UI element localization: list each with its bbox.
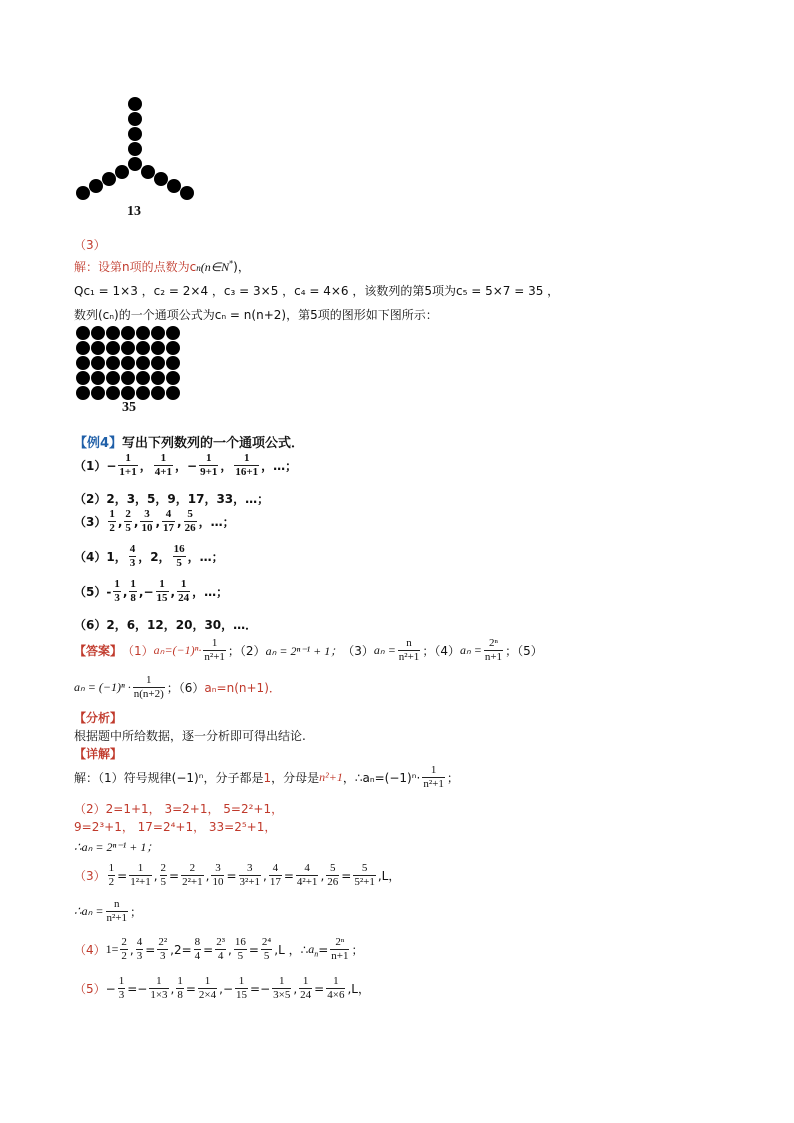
dot [106, 386, 120, 400]
dot [121, 386, 135, 400]
q4-frac: $\frac{4}{3}$ [129, 543, 136, 569]
dot [91, 326, 105, 340]
dot [128, 127, 142, 141]
figure-13-caption: 13 [127, 204, 141, 219]
dot [167, 179, 181, 193]
figure-35-caption: 35 [122, 400, 136, 415]
dot [91, 356, 105, 370]
q5-frac: $\frac{1}{3}$ [114, 578, 120, 604]
q1-label: （1） [74, 459, 107, 473]
dot [136, 386, 150, 400]
q3-frac: $\frac{5}{26}$ [184, 508, 196, 534]
dot [91, 341, 105, 355]
question-2: （2）2，3，5，9，17，33，…； [74, 492, 270, 506]
dot [166, 341, 180, 355]
answer-3-label: （3） [342, 644, 374, 658]
answer-1-label: （1） [122, 644, 154, 658]
dot [141, 165, 155, 179]
answer-6-expr: aₙ=n(n+1)． [204, 681, 281, 695]
detail-line-5: （3） $\frac{1}{2}$ = $\frac{1}{\text{1²+1}}$ , $\frac{2}{5}$ = $\frac{2}{\text{2²+1}}$ , $\frac{3}{10}$ = $\frac{3}{\text{3²+1}}$ , $\frac{4}{17}$ = $\frac{4}{\text{4²+1}}$ , $\frac{5}{26}$ = $\frac{5}{\text{5²+1}}$ ,L ， [74, 862, 401, 888]
dot [128, 142, 142, 156]
detail-1-d: n²+1 [319, 770, 343, 784]
dot [76, 386, 90, 400]
q4-label: （4）1， [74, 550, 127, 564]
answer-line-2 [74, 674, 281, 701]
detail-7-tail: ； [351, 943, 364, 957]
detail-1-c: ，分母是 [271, 771, 320, 785]
dot [180, 186, 194, 200]
q1-tail: ，…； [261, 459, 298, 473]
dot [89, 179, 103, 193]
detail-5-tail: ， [388, 869, 401, 883]
dot [76, 371, 90, 385]
dot [151, 326, 165, 340]
q5-label: （5） [74, 585, 107, 599]
question-6: （6）2，6，12，20，30，…． [74, 618, 258, 632]
question-4 [74, 543, 224, 570]
q1-frac-4: $\frac{1}{16+1}$ [235, 452, 259, 478]
dot [121, 326, 135, 340]
dot [106, 371, 120, 385]
dot [151, 371, 165, 385]
detail-1-b: 1 [263, 770, 272, 785]
dot [136, 371, 150, 385]
analysis-text: 根据题中所给数据，逐一分析即可得出结论. [74, 729, 306, 743]
detail-line-7: （4） 1= $\frac{2}{2}$ , $\frac{4}{3}$ = $\frac{\text{2²}}{3}$ ,2= $\frac{8}{4}$ = $\frac{\text{2³}}{4}$ , $\frac{16}{5}$ = $\frac{\text{2⁴}}{5}$ ,L ，∴ $a_n$ = $\frac{\text{2ⁿ}}{n+1}$ ； [74, 936, 364, 962]
q5-frac: $\frac{1}{15}$ [156, 578, 168, 604]
q3-frac: $\frac{2}{5}$ [125, 508, 131, 534]
detail-6-frac: $\frac{n}{\text{n²+1}}$ [106, 898, 128, 924]
detail-line-3: 9=2³+1， 17=2⁴+1， 33=2⁵+1， [74, 820, 277, 834]
q1-frac-3: $\frac{1}{9+1}$ [200, 452, 218, 478]
dot [166, 371, 180, 385]
answer-4-label: ；（4） [422, 644, 460, 658]
detail-line-2: （2）2=1+1， 3=2+1， 5=2²+1， [74, 802, 284, 816]
analysis-tag: 【分析】 [74, 711, 123, 725]
q3-frac: $\frac{1}{2}$ [109, 508, 115, 534]
answer-5-expr: aₙ = (−1)ⁿ · [74, 680, 131, 694]
answer-3-expr: aₙ = [373, 643, 396, 657]
dot [76, 326, 90, 340]
answer-6-label: ；（6） [166, 681, 205, 695]
dot [166, 356, 180, 370]
example4-title: 写出下列数列的一个通项公式． [122, 436, 305, 451]
part3-label: （3） [74, 238, 106, 252]
dot [106, 356, 120, 370]
dot [121, 371, 135, 385]
detail-1-f: ； [446, 771, 459, 785]
part3-line2: Qc₁ = 1×3 ，c₂ = 2×4 ，c₃ = 3×5 ，c₄ = 4×6 ，该数列的第5项为c₅ = 5×7 = 35 ， [74, 284, 560, 298]
dot [121, 341, 135, 355]
detail-1-a: 解：（1）符号规律(−1)ⁿ，分子都是 [74, 771, 264, 785]
example4-heading [74, 432, 304, 451]
detail-5-label: （3） [74, 869, 106, 883]
dot [154, 172, 168, 186]
answer-2-label: ；（2） [227, 644, 266, 658]
detail-8-tail: ， [357, 982, 370, 996]
answer-1-frac: $\frac{1}{\text{n²+1}}$ [204, 637, 225, 663]
example4-tag: 【例4】 [74, 436, 123, 451]
detail-1-e: ，∴aₙ=(−1)ⁿ· [342, 771, 421, 785]
question-1: （1） − $\frac{1}{1+1}$ ， $\frac{1}{4+1}$ ，− $\frac{1}{9+1}$ ， $\frac{1}{16+1}$ ，…； [74, 452, 298, 478]
dot [121, 356, 135, 370]
dot [106, 326, 120, 340]
part3-line1-end: )， [233, 260, 250, 274]
q4-frac: $\frac{16}{5}$ [173, 543, 185, 569]
detail-line-1 [74, 764, 459, 791]
q5-tail: ，…； [192, 585, 229, 599]
detail-tag: 【详解】 [74, 747, 123, 761]
answer-3-frac: $\frac{n}{\text{n²+1}}$ [398, 637, 420, 663]
answer-5-frac: $\frac{1}{n(n+2)}$ [133, 674, 164, 700]
question-5: （5） - $\frac{1}{3}$ , $\frac{1}{8}$ ,− $\frac{1}{15}$ , $\frac{1}{24}$ ，…； [74, 578, 229, 604]
q3-label: （3） [74, 515, 107, 529]
detail-line-8: （5） − $\frac{1}{3}$ =− $\frac{1}{1\times 3}$ , $\frac{1}{8}$ = $\frac{1}{2\times 4}$ ,− $\frac{1}{15}$ =− $\frac{1}{3\times 5}$ , $\frac{1}{24}$ = $\frac{1}{4\times 6}$ ,L ， [74, 975, 370, 1001]
q3-frac: $\frac{3}{10}$ [141, 508, 153, 534]
dot [136, 326, 150, 340]
dot [151, 341, 165, 355]
answer-1-expr: aₙ=(−1)ⁿ· [153, 643, 202, 657]
answer-4-frac: $\frac{\text{2ⁿ}}{n+1}$ [484, 637, 503, 663]
dot [76, 186, 90, 200]
q5-frac: $\frac{1}{24}$ [178, 578, 190, 604]
dot [115, 165, 129, 179]
dot [166, 326, 180, 340]
detail-6-tail: ； [130, 905, 143, 919]
q5-frac: $\frac{1}{8}$ [130, 578, 136, 604]
dot [102, 172, 116, 186]
dot [91, 371, 105, 385]
part3-line3: 数列(cₙ)的一个通项公式为cₙ = n(n+2)，第5项的图形如下图所示： [74, 308, 438, 322]
dot [136, 356, 150, 370]
q1-frac-2: $\frac{1}{4+1}$ [154, 452, 172, 478]
dot [76, 341, 90, 355]
dot [128, 157, 142, 171]
q4-tail: ，…； [187, 550, 224, 564]
dot [91, 386, 105, 400]
detail-1-frac: $\frac{1}{\text{n²+1}}$ [423, 764, 444, 790]
answer-4-expr: aₙ = [459, 643, 482, 657]
q3-tail: ，…； [198, 515, 235, 529]
dot [128, 97, 142, 111]
dot [106, 341, 120, 355]
dot [151, 356, 165, 370]
q3-frac: $\frac{4}{17}$ [163, 508, 175, 534]
part3-line1-text: 解：设第n项的点数为c [74, 260, 197, 274]
detail-line-4: ∴aₙ = 2ⁿ⁻¹ + 1； [74, 840, 159, 854]
dot [151, 386, 165, 400]
dot [166, 386, 180, 400]
dot [136, 341, 150, 355]
detail-8-label: （5） [74, 982, 106, 996]
part3-line1: 解：设第n项的点数为cn(n∈N*)， [74, 259, 250, 274]
detail-6-expr: ∴aₙ = [74, 904, 104, 918]
dot [76, 356, 90, 370]
detail-line-6 [74, 898, 142, 925]
answer-line-1 [74, 637, 543, 664]
answer-2-expr: aₙ = 2ⁿ⁻¹ + 1； [265, 644, 343, 658]
q4-mid: ，2， [138, 550, 171, 564]
part3-line1-set: (n∈N [200, 260, 230, 274]
answer-5-label: ；（5） [505, 644, 543, 658]
detail-7-label: （4） [74, 943, 106, 957]
dot [128, 112, 142, 126]
q1-frac-1: $\frac{1}{1+1}$ [119, 452, 137, 478]
answer-tag: 【答案】 [74, 644, 123, 658]
question-3: （3） $\frac{1}{2}$ , $\frac{2}{5}$ , $\frac{3}{10}$ , $\frac{4}{17}$ , $\frac{5}{26}$ ，…； [74, 508, 235, 534]
